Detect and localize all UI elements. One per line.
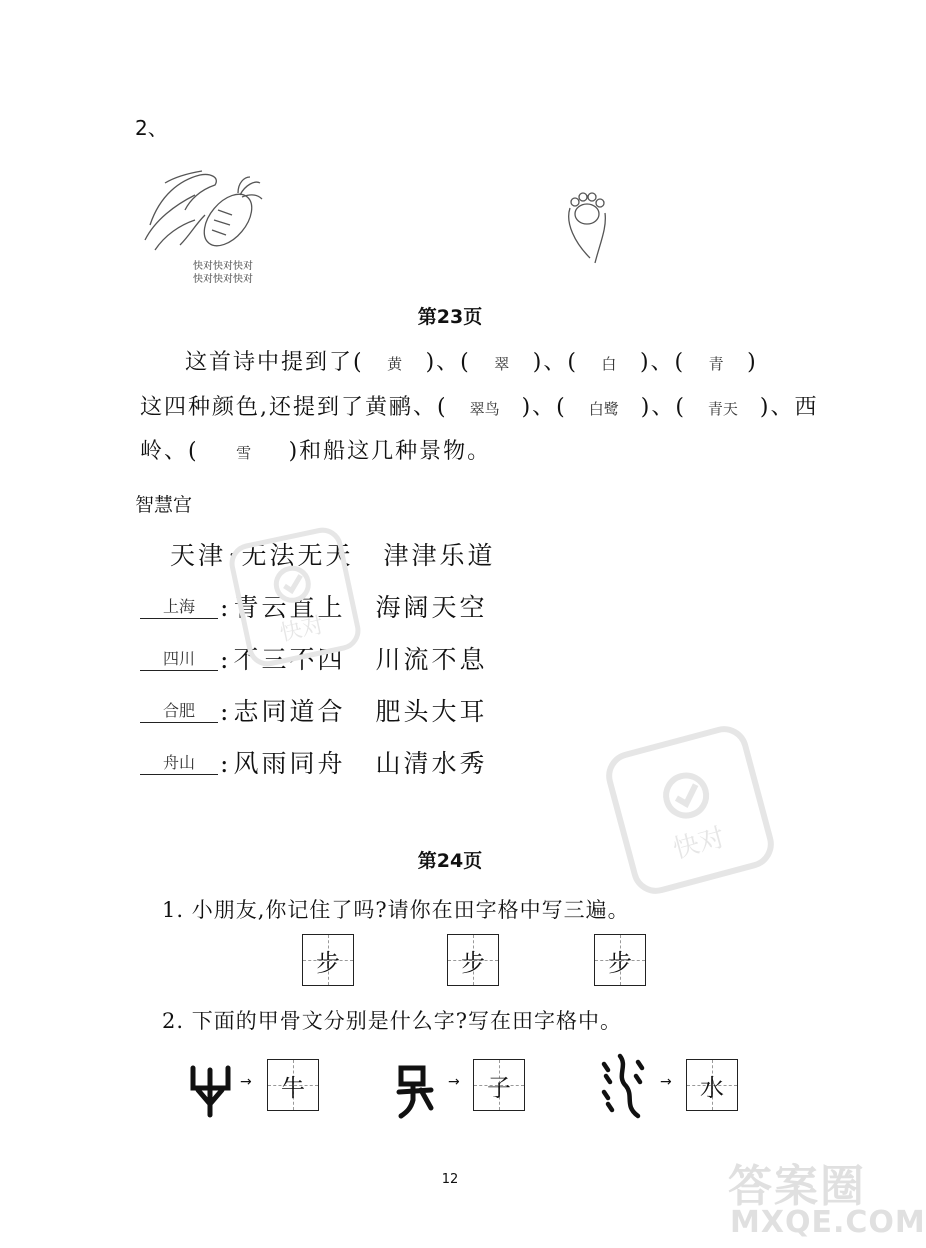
answer-color-3: 白 xyxy=(601,355,617,373)
watermark-stamp xyxy=(225,522,365,672)
stamp-text xyxy=(188,260,258,286)
colon: : xyxy=(228,541,240,570)
text: )、( xyxy=(521,395,567,420)
tian-grid xyxy=(302,934,354,986)
page-title: 第24页 xyxy=(417,850,483,872)
oracle-child-glyph xyxy=(395,1060,437,1120)
text: )、( xyxy=(639,350,686,375)
text: 岭、( xyxy=(140,439,199,464)
answer-scene-3: 青天 xyxy=(707,400,738,418)
answer-color-4: 青 xyxy=(708,355,724,373)
idiom: 川流不息 xyxy=(375,645,488,674)
text: )和船这几种景物。 xyxy=(288,439,492,464)
text: )、西 xyxy=(759,395,819,420)
poem-line-3 xyxy=(140,434,491,465)
grid-char: 步 xyxy=(608,949,632,977)
idiom: 风雨同舟 xyxy=(233,749,346,778)
idiom: 志同道合 xyxy=(233,697,346,726)
arrow: → xyxy=(660,1074,672,1090)
poem-line-2 xyxy=(140,390,819,421)
idiom: 津津乐道 xyxy=(383,541,496,570)
place-name: 四川 xyxy=(140,648,218,671)
idiom-row xyxy=(140,692,487,732)
grid-char: 水 xyxy=(700,1074,724,1102)
colon: : xyxy=(220,749,232,778)
arrow: → xyxy=(240,1074,252,1090)
text: ) xyxy=(747,350,758,375)
oracle-water-glyph xyxy=(598,1052,648,1122)
grid-char: 子 xyxy=(487,1074,511,1102)
site-watermark: 答案圈 xyxy=(728,1161,866,1212)
stamp-line: 快对快对快对 xyxy=(193,261,253,272)
colon: : xyxy=(220,593,232,622)
answer-scene-4: 雪 xyxy=(236,444,252,462)
idiom: 不三不四 xyxy=(233,645,346,674)
grid-char: 步 xyxy=(316,949,340,977)
idiom: 山清水秀 xyxy=(375,749,488,778)
grid-char: 步 xyxy=(461,949,485,977)
colon: : xyxy=(220,645,232,674)
idiom: 海阔天空 xyxy=(375,593,488,622)
poem-line-1 xyxy=(185,345,758,376)
tian-grid xyxy=(594,934,646,986)
watermark-text: 快对 xyxy=(670,822,729,866)
answer-scene-2: 白鹭 xyxy=(588,400,619,418)
oracle-ox-glyph xyxy=(188,1060,233,1120)
carrot-hand-sketch xyxy=(140,165,270,260)
place-name: 上海 xyxy=(140,596,218,619)
text: 这首诗中提到了( xyxy=(185,350,364,375)
page-number: 12 xyxy=(441,1172,459,1187)
tian-grid xyxy=(267,1059,319,1111)
place-name: 合肥 xyxy=(140,700,218,723)
section-title: 智慧宫 xyxy=(135,494,193,516)
idiom: 无法无天 xyxy=(241,541,354,570)
idiom-row xyxy=(140,744,487,784)
colon: : xyxy=(220,697,232,726)
tian-grid xyxy=(686,1059,738,1111)
idiom: 肥头大耳 xyxy=(375,697,488,726)
question-text: 2. 下面的甲骨文分别是什么字?写在田字格中。 xyxy=(162,1009,622,1033)
page-title: 第23页 xyxy=(417,306,483,328)
question-number: 2、 xyxy=(135,116,168,140)
grid-char: 牛 xyxy=(281,1074,305,1102)
arrow: → xyxy=(448,1074,460,1090)
watermark-text: 快对 xyxy=(277,612,327,647)
idiom: 青云直上 xyxy=(233,593,346,622)
tian-grid xyxy=(473,1059,525,1111)
place-name: 舟山 xyxy=(140,752,218,775)
answer-color-1: 黄 xyxy=(387,355,403,373)
site-watermark-url: MXQE.COM xyxy=(730,1205,926,1240)
answer-color-2: 翠 xyxy=(494,355,510,373)
question-text: 1. 小朋友,你记住了吗?请你在田字格中写三遍。 xyxy=(162,898,630,922)
stamp-line: 快对快对快对 xyxy=(193,274,253,285)
text: )、( xyxy=(640,395,686,420)
answer-scene-1: 翠鸟 xyxy=(469,400,500,418)
text: )、( xyxy=(532,350,578,375)
text: 这四种颜色,还提到了黄鹂、( xyxy=(140,395,448,420)
text: )、( xyxy=(425,350,471,375)
paw-sketch xyxy=(555,188,625,268)
tian-grid xyxy=(447,934,499,986)
place-name: 天津 xyxy=(170,541,227,570)
